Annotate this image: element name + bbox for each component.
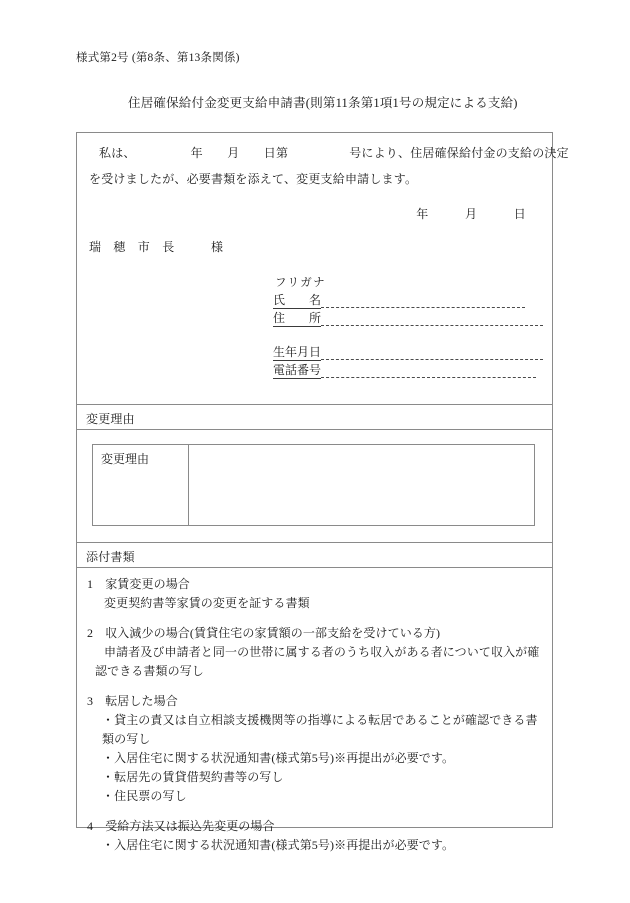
reason-cell-input[interactable] [189, 445, 534, 525]
field-spacer [273, 328, 545, 344]
attachment-item [87, 624, 542, 681]
address-field-row [273, 310, 545, 327]
name-field-row [273, 292, 545, 309]
attachment-item [87, 817, 542, 855]
attachment-bullet-line: ・貸主の責又は自立相談支援機関等の指導による転居であることが確認できる書類の写し [102, 713, 538, 746]
submission-date-line: 年 月 日 [416, 207, 526, 221]
reason-section-body [77, 430, 552, 542]
applicant-fields [273, 274, 545, 380]
attachment-detail-line: 申請者及び申請者と同一の世帯に属する者のうち収入がある者について収入が確認できる書類の写し [95, 645, 540, 678]
reason-section-band [77, 404, 552, 430]
reason-table [92, 444, 535, 526]
attachment-bullet-line: ・住民票の写し [102, 789, 187, 803]
name-input-rule[interactable] [321, 307, 525, 308]
attachment-item [87, 692, 542, 806]
birthdate-input-rule[interactable] [321, 359, 543, 360]
attachment-bullet-line: ・入居住宅に関する状況通知書(様式第5号)※再提出が必要です。 [102, 751, 455, 765]
attachment-item-heading: 2 収入減少の場合(賃貸住宅の家賃額の一部支給を受けている方) [87, 626, 441, 640]
statement-section [77, 133, 569, 404]
address-label: 住 所 [273, 311, 322, 325]
birthdate-label: 生年月日 [273, 345, 322, 359]
phone-input-rule[interactable] [321, 377, 536, 378]
address-input-rule[interactable] [321, 325, 543, 326]
statement-line-1: 私は、 年 月 日第 号により、住居確保給付金の支給の決定 [99, 146, 569, 160]
attachments-section-label: 添付書類 [86, 550, 135, 564]
attachments-section-band [77, 542, 552, 568]
attachment-item-heading: 3 転居した場合 [87, 694, 178, 708]
attachment-item [87, 575, 542, 613]
reason-section-label: 変更理由 [86, 412, 135, 426]
birthdate-field-row [273, 344, 545, 361]
form-code-label: 様式第2号 (第8条、第13条関係) [76, 52, 240, 64]
attachment-detail-line: 変更契約書等家賃の変更を証する書類 [104, 596, 310, 610]
name-label: 氏 名 [273, 293, 322, 307]
phone-label: 電話番号 [273, 363, 322, 377]
furigana-label: フリガナ [275, 277, 327, 289]
attachment-item-heading: 1 家賃変更の場合 [87, 577, 190, 591]
document-title: 住居確保給付金変更支給申請書(則第11条第1項1号の規定による支給) [128, 96, 518, 110]
attachment-item-heading: 4 受給方法又は振込先変更の場合 [87, 819, 275, 833]
addressee-label: 瑞 穂 市 長 様 [89, 240, 224, 254]
attachment-bullet-line: ・転居先の賃貸借契約書等の写し [102, 770, 284, 784]
application-form-frame [76, 132, 569, 852]
attachments-list [77, 568, 552, 852]
reason-cell-label: 変更理由 [93, 445, 189, 525]
attachment-bullet-line: ・入居住宅に関する状況通知書(様式第5号)※再提出が必要です。 [102, 838, 455, 852]
phone-field-row [273, 362, 545, 379]
statement-line-2: を受けましたが、必要書類を添えて、変更支給申請します。 [89, 172, 418, 186]
